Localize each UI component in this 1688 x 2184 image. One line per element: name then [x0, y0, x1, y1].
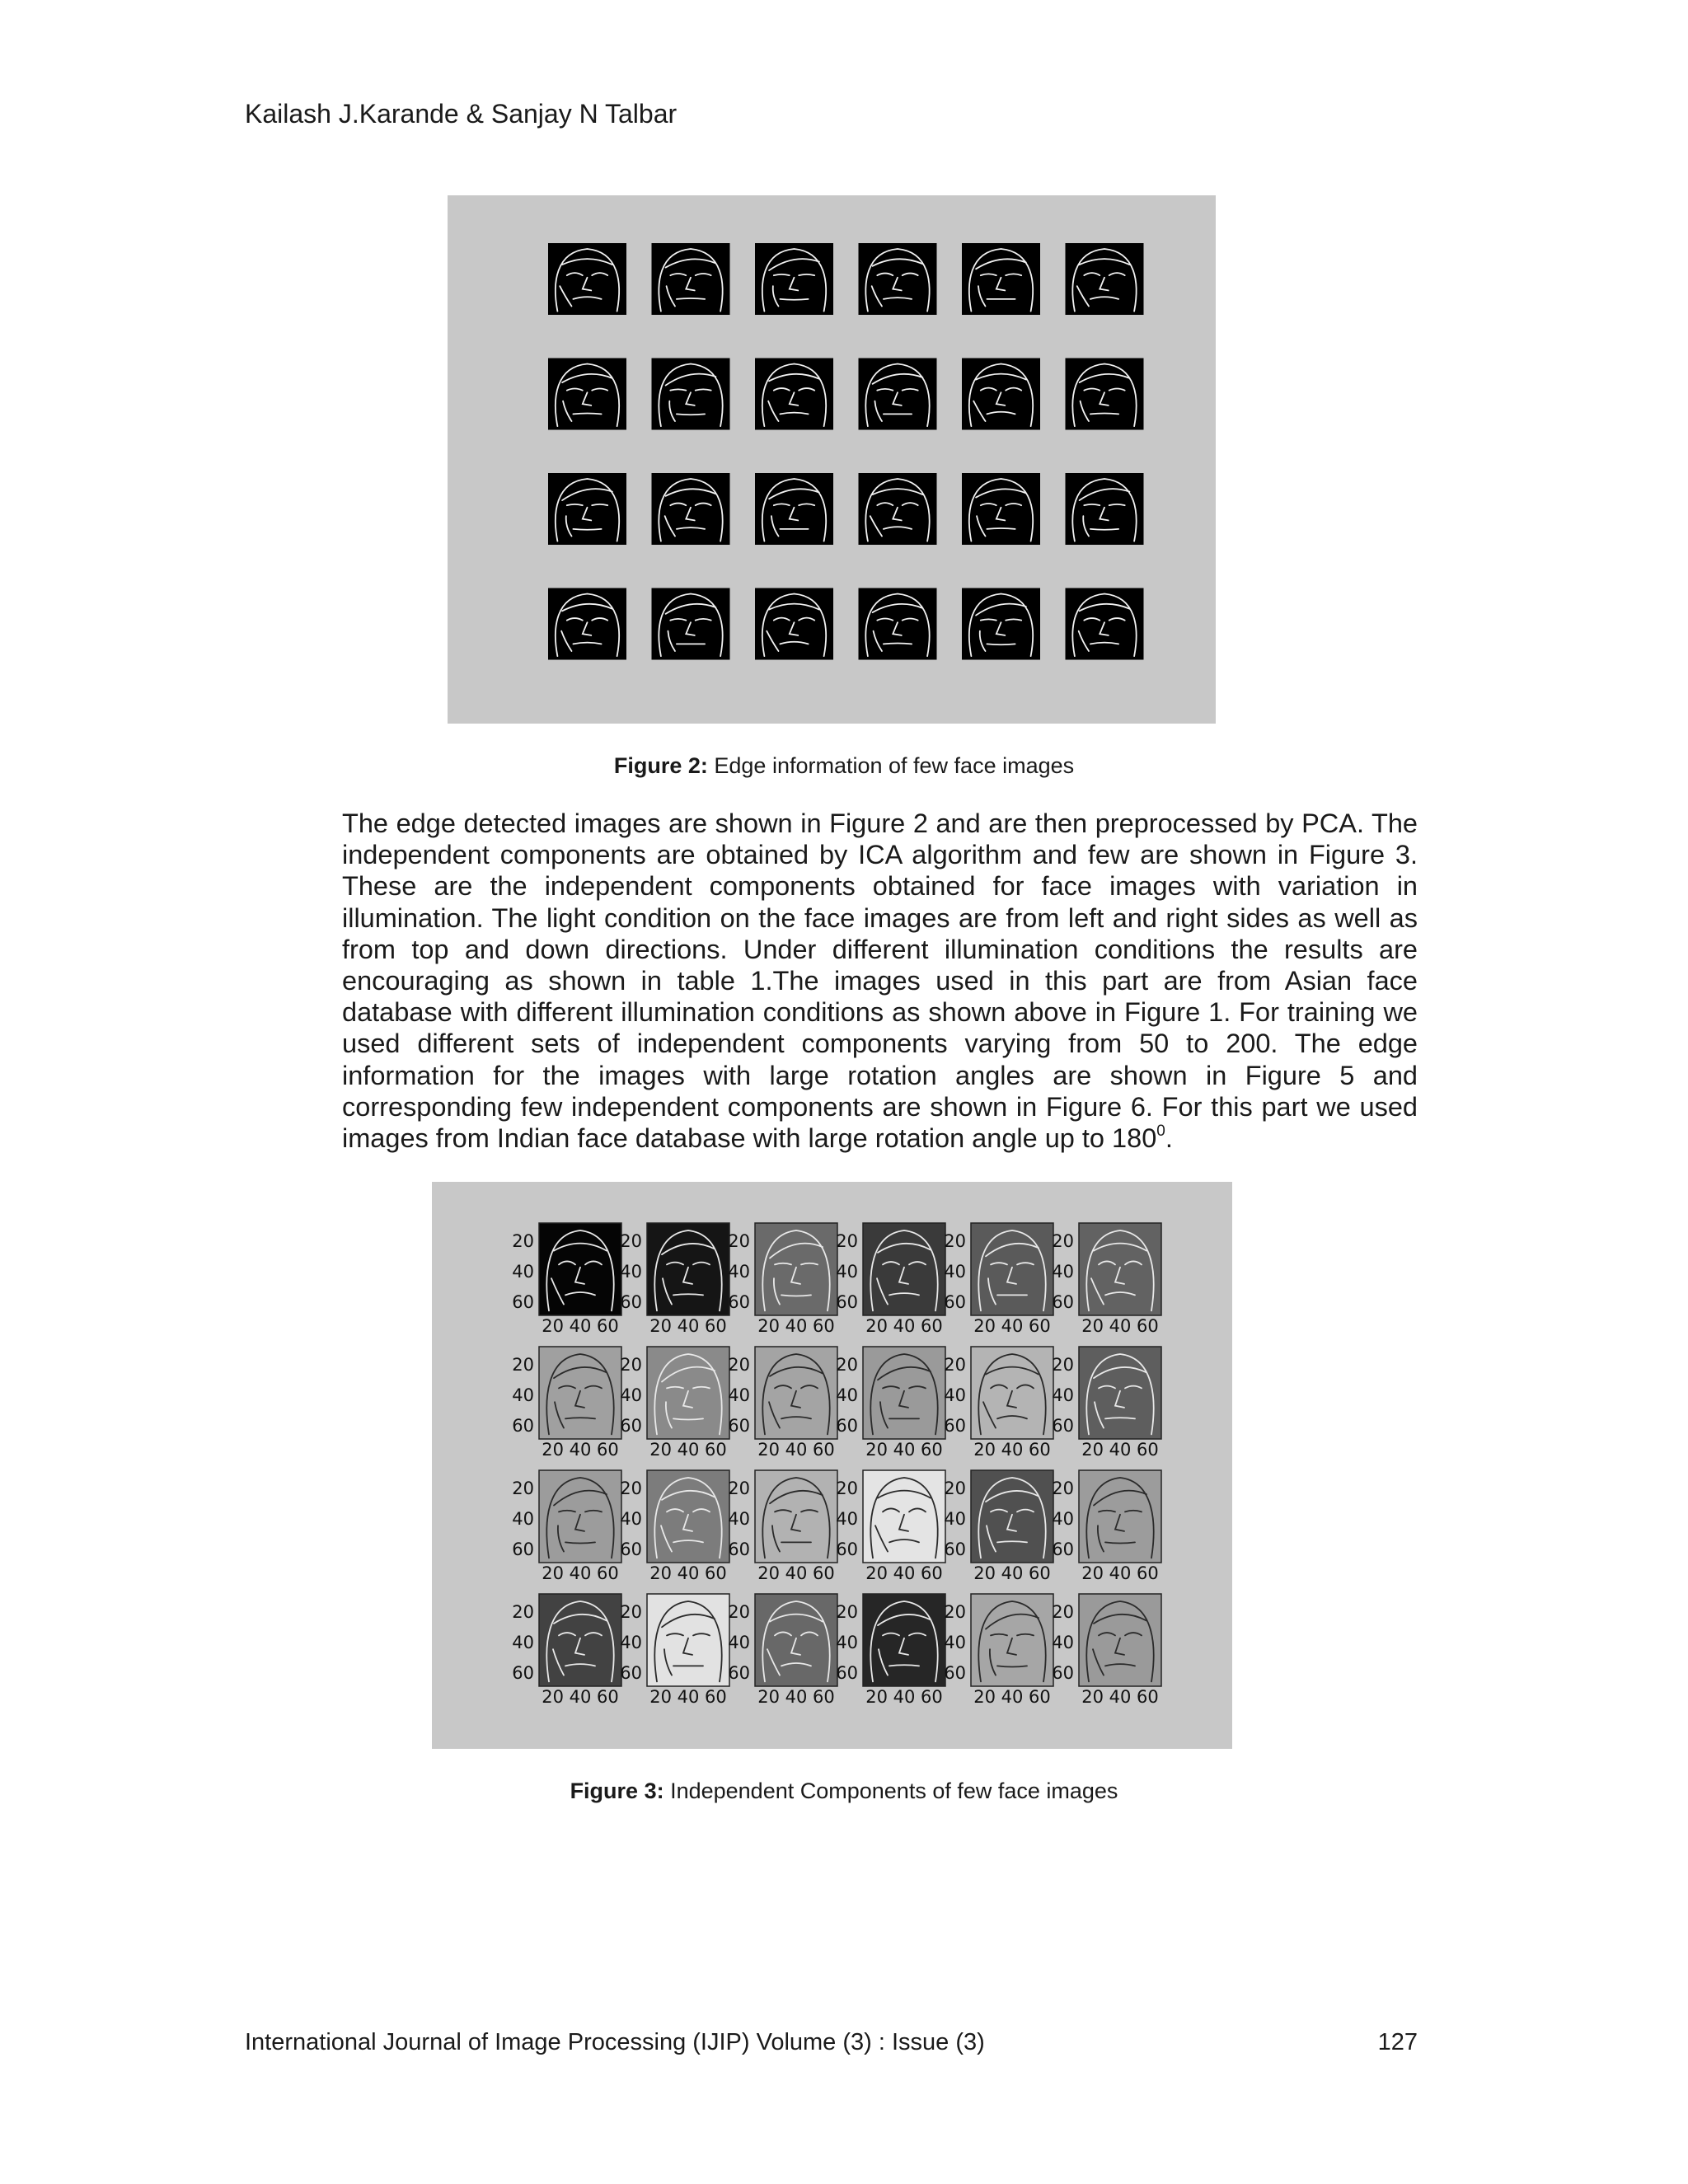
y-tick-label: 20	[1052, 1602, 1074, 1622]
edge-face-image	[1066, 359, 1144, 430]
y-tick-label: 40	[512, 1262, 534, 1282]
y-tick-label: 40	[944, 1385, 966, 1405]
mouth	[677, 414, 705, 415]
independent-component-subplot	[620, 1223, 729, 1336]
edge-face-image	[652, 473, 730, 545]
y-tick-label: 40	[728, 1633, 750, 1652]
edge-face-image	[859, 473, 937, 545]
edge-face-image	[859, 588, 937, 660]
edge-face-image	[548, 243, 626, 315]
y-tick-label: 60	[728, 1292, 750, 1312]
independent-component-subplot	[728, 1223, 837, 1336]
body-paragraph-text: The edge detected images are shown in Figure 2 and are then preprocessed by PCA. The independent components are obtained by ICA algorithm and few are shown in Figure 3. These are the independent components obtained for face images with variation in illumination. The light condition on the face images are from left and right sides as well as from top and down directions. Under different illumination conditions the results are encouraging as shown in table 1.The images used in this part are from Asian face database with different illumination conditions as shown above in Figure 1. For training we used different sets of independent components varying from 50 to 200. The edge information for the images with large rotation angles are shown in Figure 5 and corresponding few independent components are shown in Figure 6. For this part we used images from Indian face database with large rotation angle up to 180	[342, 808, 1418, 1154]
y-tick-label: 20	[512, 1231, 534, 1251]
x-tick-labels: 20 40 60	[865, 1563, 943, 1583]
degree-superscript: 0	[1156, 1122, 1165, 1141]
body-paragraph	[342, 808, 1418, 1154]
x-tick-labels: 20 40 60	[865, 1316, 943, 1336]
running-header-authors: Kailash J.Karande & Sanjay N Talbar	[245, 99, 678, 129]
independent-component-subplot	[512, 1470, 621, 1583]
y-tick-label: 40	[620, 1262, 642, 1282]
y-tick-label: 20	[944, 1479, 966, 1498]
y-tick-label: 60	[1052, 1416, 1074, 1436]
y-tick-label: 20	[512, 1355, 534, 1375]
y-tick-label: 20	[836, 1479, 858, 1498]
x-tick-labels: 20 40 60	[1081, 1563, 1159, 1583]
mouth	[884, 643, 912, 644]
edge-face-image	[962, 243, 1040, 315]
y-tick-label: 40	[944, 1633, 966, 1652]
y-tick-label: 40	[728, 1385, 750, 1405]
y-tick-label: 60	[728, 1416, 750, 1436]
mouth	[677, 298, 705, 299]
edge-face-image	[755, 243, 833, 315]
y-tick-label: 60	[620, 1663, 642, 1683]
independent-component-subplot	[620, 1594, 729, 1707]
mouth	[987, 528, 1015, 529]
x-tick-labels: 20 40 60	[1081, 1440, 1159, 1460]
edge-face-image	[755, 473, 833, 545]
independent-component-subplot	[944, 1223, 1053, 1336]
y-tick-label: 60	[620, 1416, 642, 1436]
figure-3-caption	[0, 1777, 1688, 1805]
footer-journal: International Journal of Image Processing (IJIP) Volume (3) : Issue (3)	[245, 2029, 985, 2055]
figure-3-caption-text: Independent Components of few face images	[663, 1779, 1118, 1803]
y-tick-label: 40	[512, 1633, 534, 1652]
y-tick-label: 20	[620, 1479, 642, 1498]
x-tick-labels: 20 40 60	[542, 1440, 619, 1460]
independent-component-subplot	[512, 1594, 621, 1707]
x-tick-labels: 20 40 60	[973, 1563, 1051, 1583]
y-tick-label: 60	[1052, 1663, 1074, 1683]
edge-face-image	[962, 359, 1040, 430]
y-tick-label: 40	[620, 1633, 642, 1652]
mouth	[780, 299, 808, 300]
y-tick-label: 40	[1052, 1262, 1074, 1282]
y-tick-label: 20	[512, 1602, 534, 1622]
edge-face-image	[548, 473, 626, 545]
x-tick-labels: 20 40 60	[1081, 1316, 1159, 1336]
y-tick-label: 20	[728, 1231, 750, 1251]
y-tick-label: 60	[512, 1292, 534, 1312]
y-tick-label: 40	[836, 1633, 858, 1652]
footer-page-number: 127	[1377, 2029, 1418, 2055]
y-tick-label: 40	[836, 1385, 858, 1405]
edge-face-image	[548, 588, 626, 660]
y-tick-label: 40	[620, 1509, 642, 1529]
y-tick-label: 40	[944, 1509, 966, 1529]
independent-component-subplot	[836, 1470, 945, 1583]
independent-component-subplot	[512, 1347, 621, 1460]
y-tick-label: 60	[944, 1292, 966, 1312]
independent-component-subplot	[944, 1470, 1053, 1583]
edge-face-image	[652, 243, 730, 315]
y-tick-label: 40	[836, 1509, 858, 1529]
independent-component-subplot	[1052, 1594, 1161, 1707]
independent-component-subplot	[836, 1223, 945, 1336]
y-tick-label: 20	[944, 1602, 966, 1622]
independent-component-subplot	[1052, 1223, 1161, 1336]
edge-face-image	[1066, 473, 1144, 545]
y-tick-label: 20	[836, 1602, 858, 1622]
y-tick-label: 40	[1052, 1633, 1074, 1652]
y-tick-label: 60	[620, 1292, 642, 1312]
x-tick-labels: 20 40 60	[542, 1563, 619, 1583]
y-tick-label: 40	[512, 1509, 534, 1529]
y-tick-label: 60	[728, 1663, 750, 1683]
x-tick-labels: 20 40 60	[542, 1316, 619, 1336]
y-tick-label: 20	[944, 1231, 966, 1251]
y-tick-label: 40	[1052, 1385, 1074, 1405]
y-tick-label: 20	[620, 1231, 642, 1251]
y-tick-label: 60	[620, 1540, 642, 1559]
figure-2-edge-image-grid	[448, 195, 1216, 724]
y-tick-label: 60	[836, 1416, 858, 1436]
edge-face-image	[652, 588, 730, 660]
figure-2-caption-label: Figure 2:	[613, 753, 708, 778]
y-tick-label: 20	[1052, 1479, 1074, 1498]
x-tick-labels: 20 40 60	[973, 1440, 1051, 1460]
y-tick-label: 60	[836, 1663, 858, 1683]
y-tick-label: 60	[944, 1663, 966, 1683]
figure-2-caption-text: Edge information of few face images	[707, 753, 1075, 778]
independent-component-subplot	[728, 1470, 837, 1583]
y-tick-label: 20	[1052, 1231, 1074, 1251]
y-tick-label: 40	[836, 1262, 858, 1282]
mouth	[573, 529, 601, 530]
y-tick-label: 40	[944, 1262, 966, 1282]
edge-face-image	[859, 243, 937, 315]
mouth	[573, 413, 601, 414]
y-tick-label: 20	[944, 1355, 966, 1375]
independent-component-subplot	[1052, 1470, 1161, 1583]
edge-face-image	[962, 473, 1040, 545]
y-tick-label: 60	[944, 1416, 966, 1436]
x-tick-labels: 20 40 60	[757, 1440, 835, 1460]
y-tick-label: 20	[512, 1479, 534, 1498]
edge-face-image	[962, 588, 1040, 660]
x-tick-labels: 20 40 60	[757, 1687, 835, 1707]
x-tick-labels: 20 40 60	[973, 1316, 1051, 1336]
edge-face-image	[652, 359, 730, 430]
y-tick-label: 20	[728, 1479, 750, 1498]
y-tick-label: 60	[1052, 1540, 1074, 1559]
y-tick-label: 60	[512, 1663, 534, 1683]
x-tick-labels: 20 40 60	[649, 1563, 727, 1583]
body-paragraph-end: .	[1165, 1123, 1173, 1154]
y-tick-label: 60	[1052, 1292, 1074, 1312]
figure-3-caption-label: Figure 3:	[570, 1779, 664, 1803]
y-tick-label: 20	[620, 1355, 642, 1375]
y-tick-label: 20	[836, 1355, 858, 1375]
independent-component-subplot	[1052, 1347, 1161, 1460]
y-tick-label: 60	[836, 1292, 858, 1312]
independent-component-subplot	[728, 1347, 837, 1460]
figure-3-component-grid	[432, 1182, 1232, 1749]
y-tick-label: 60	[836, 1540, 858, 1559]
y-tick-label: 40	[728, 1509, 750, 1529]
mouth	[1090, 529, 1118, 530]
independent-component-subplot	[836, 1594, 945, 1707]
independent-component-subplot	[944, 1594, 1053, 1707]
edge-face-image	[859, 359, 937, 430]
x-tick-labels: 20 40 60	[649, 1687, 727, 1707]
edge-face-image	[755, 588, 833, 660]
x-tick-labels: 20 40 60	[865, 1687, 943, 1707]
y-tick-label: 60	[512, 1416, 534, 1436]
edge-face-image	[1066, 243, 1144, 315]
edge-face-image	[1066, 588, 1144, 660]
x-tick-labels: 20 40 60	[973, 1687, 1051, 1707]
x-tick-labels: 20 40 60	[1081, 1687, 1159, 1707]
x-tick-labels: 20 40 60	[649, 1440, 727, 1460]
y-tick-label: 40	[1052, 1509, 1074, 1529]
independent-component-subplot	[620, 1470, 729, 1583]
mouth	[1090, 413, 1118, 414]
independent-component-subplot	[944, 1347, 1053, 1460]
x-tick-labels: 20 40 60	[865, 1440, 943, 1460]
figure-3-independent-components-panel	[432, 1182, 1232, 1749]
y-tick-label: 40	[620, 1385, 642, 1405]
x-tick-labels: 20 40 60	[757, 1563, 835, 1583]
y-tick-label: 20	[836, 1231, 858, 1251]
y-tick-label: 20	[620, 1602, 642, 1622]
independent-component-subplot	[728, 1594, 837, 1707]
y-tick-label: 40	[512, 1385, 534, 1405]
figure-2-caption	[0, 752, 1688, 780]
y-tick-label: 60	[944, 1540, 966, 1559]
figure-2-edge-image-panel	[448, 195, 1216, 724]
y-tick-label: 20	[728, 1355, 750, 1375]
y-tick-label: 40	[728, 1262, 750, 1282]
y-tick-label: 60	[728, 1540, 750, 1559]
independent-component-subplot	[836, 1347, 945, 1460]
y-tick-label: 20	[1052, 1355, 1074, 1375]
edge-face-image	[548, 359, 626, 430]
y-tick-label: 60	[512, 1540, 534, 1559]
independent-component-subplot	[620, 1347, 729, 1460]
independent-component-subplot	[512, 1223, 621, 1336]
x-tick-labels: 20 40 60	[757, 1316, 835, 1336]
x-tick-labels: 20 40 60	[649, 1316, 727, 1336]
edge-face-image	[755, 359, 833, 430]
y-tick-label: 20	[728, 1602, 750, 1622]
x-tick-labels: 20 40 60	[542, 1687, 619, 1707]
